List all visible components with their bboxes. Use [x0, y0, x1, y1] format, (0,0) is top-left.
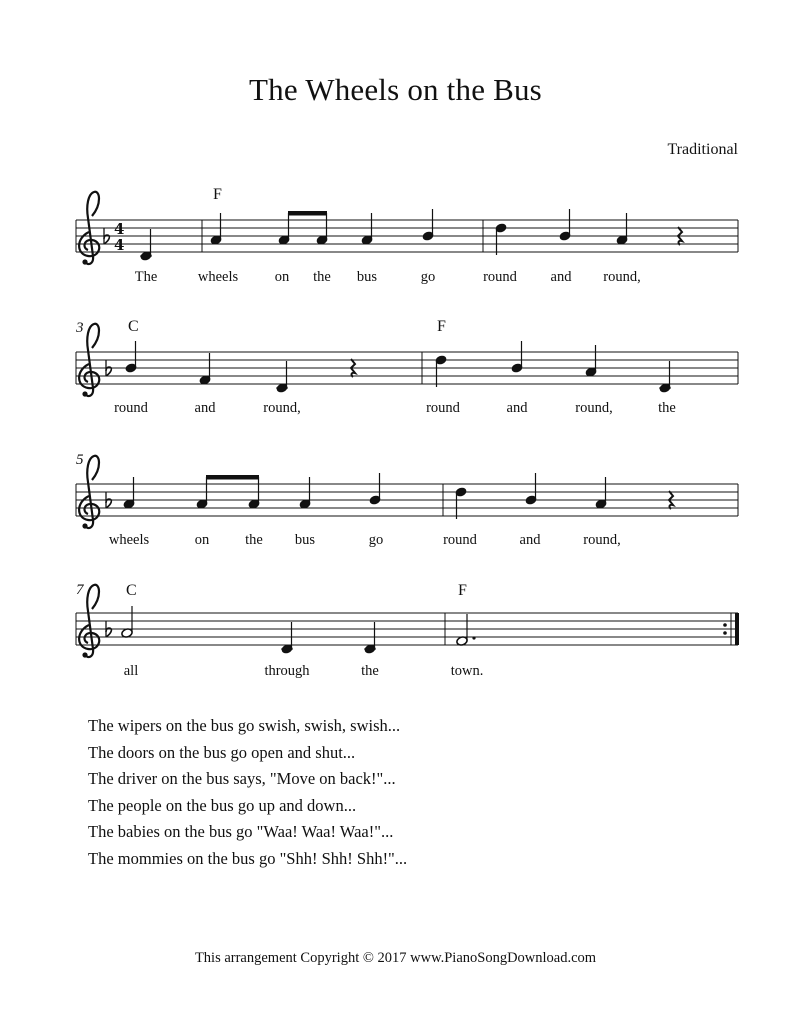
lyric-syllable: wheels: [197, 269, 239, 285]
lyric-syllable: round: [114, 400, 148, 416]
lyric-syllable: on: [274, 269, 290, 285]
additional-verses: [88, 713, 407, 872]
lyric-syllable: the: [245, 532, 263, 548]
verse-line: The babies on the bus go "Waa! Waa! Waa!"...: [88, 822, 394, 841]
lyric-syllable: go: [420, 269, 436, 285]
lyric-syllable: town.: [450, 663, 484, 679]
verse-line: The driver on the bus says, "Move on back!"...: [88, 769, 396, 788]
lyric-syllable: the: [658, 400, 676, 416]
copyright-footer: This arrangement Copyright © 2017 www.PianoSongDownload.com: [194, 950, 597, 966]
chord-symbol: F: [458, 582, 467, 599]
verse-line: The wipers on the bus go swish, swish, swish...: [88, 716, 401, 735]
chord-symbol: F: [437, 318, 446, 335]
measure-number: 7: [76, 582, 84, 598]
lyric-syllable: round: [426, 400, 460, 416]
lyric-syllable: through: [264, 663, 310, 679]
lyric-syllable: round: [483, 269, 517, 285]
chord-symbol: F: [213, 186, 222, 203]
lyric-syllable: and: [194, 400, 216, 416]
lyric-syllable: round: [443, 532, 477, 548]
lyric-syllable: on: [194, 532, 210, 548]
staff-system-4: [76, 585, 739, 658]
lyric-syllable: bus: [356, 269, 378, 285]
lyric-syllable: round,: [603, 269, 641, 285]
lyric-syllable: The: [134, 269, 158, 285]
lyric-syllable: the: [313, 269, 331, 285]
measure-number: 3: [76, 320, 84, 336]
verse-line: The doors on the bus go open and shut...: [88, 742, 356, 762]
lyric-syllable: round,: [583, 532, 621, 548]
lyric-syllable: and: [506, 400, 528, 416]
staff-system-3: [76, 456, 738, 529]
staff-system-2: [76, 324, 738, 397]
lyric-syllable: round,: [263, 400, 301, 416]
measure-number: 5: [76, 452, 84, 468]
svg-text:4: 4: [114, 236, 125, 254]
verse-line: The mommies on the bus go "Shh! Shh! Shh!"...: [88, 848, 408, 868]
chord-symbol: C: [128, 318, 139, 335]
lyric-syllable: bus: [294, 532, 316, 548]
composer-credit: Traditional: [667, 141, 738, 158]
lyric-syllable: all: [123, 663, 139, 679]
chord-symbol: C: [126, 582, 137, 599]
verse-line: The people on the bus go up and down...: [88, 795, 357, 815]
lyric-syllable: go: [368, 532, 384, 548]
lyric-syllable: round,: [575, 400, 613, 416]
song-title: The Wheels on the Bus: [249, 72, 542, 107]
staff-system-1: [76, 192, 738, 265]
lyric-syllable: and: [519, 532, 541, 548]
lyric-syllable: and: [550, 269, 572, 285]
lyric-syllable: the: [361, 663, 379, 679]
svg-text:4: 4: [114, 220, 125, 238]
lyric-syllable: wheels: [108, 532, 150, 548]
